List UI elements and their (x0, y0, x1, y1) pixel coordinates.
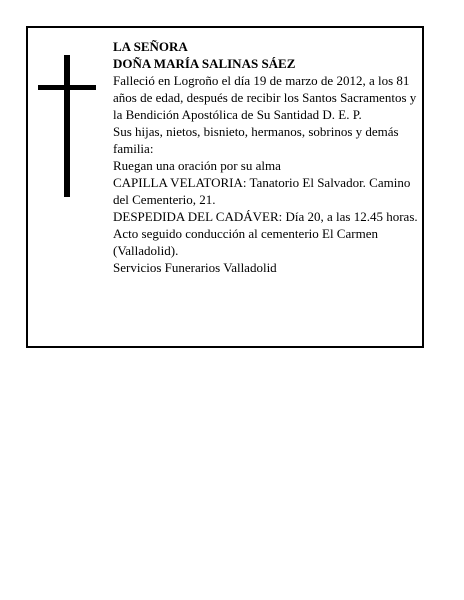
title-line-1: LA SEÑORA (113, 39, 188, 54)
deceased-name: DOÑA MARÍA SALINAS SÁEZ (113, 56, 296, 71)
family-line: Sus hijas, nietos, bisnieto, hermanos, sobrinos y demás familia: (113, 124, 399, 156)
cross-icon-horizontal-bar (38, 85, 96, 90)
cross-icon-vertical-bar (64, 55, 70, 197)
funeral-service: Servicios Funerarios Valladolid (113, 260, 277, 275)
obituary-text (113, 38, 418, 276)
chapel-info: CAPILLA VELATORIA: Tanatorio El Salvador. Camino del Cementerio, 21. (113, 175, 411, 207)
farewell-info: DESPEDIDA DEL CADÁVER: Día 20, a las 12.45 horas. Acto seguido conducción al cementerio El Carmen (Valladolid). (113, 209, 418, 258)
prayer-request: Ruegan una oración por su alma (113, 158, 281, 173)
death-announcement: Falleció en Logroño el día 19 de marzo de 2012, a los 81 años de edad, después de recibir los Santos Sacramentos y la Bendición Apostólica de Su Santidad D. E. P. (113, 73, 417, 122)
